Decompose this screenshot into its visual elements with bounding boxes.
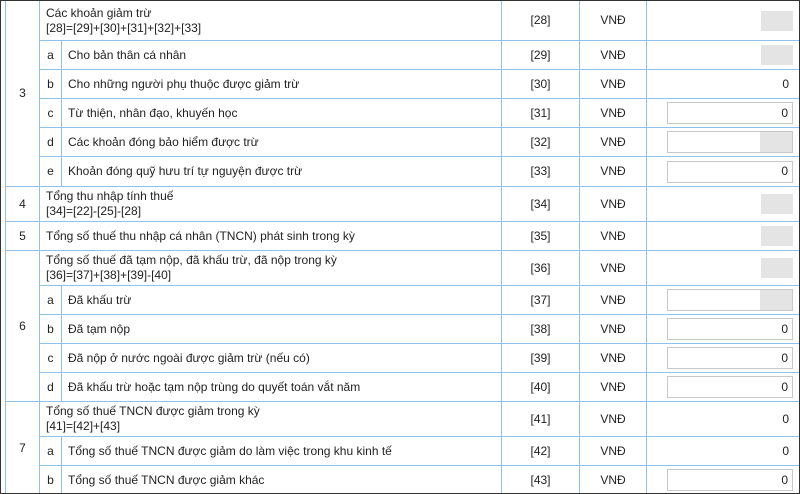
indicator-code: [42] xyxy=(502,437,580,466)
indicator-code: [29] xyxy=(502,41,580,70)
sub-index: d xyxy=(40,373,62,402)
item-label: Đã khấu trừ hoặc tạm nộp trùng do quyết toán vắt năm xyxy=(68,379,361,394)
value-text: 0 xyxy=(782,76,790,91)
item-label-cell xyxy=(40,402,502,437)
row-stt: 3 xyxy=(6,1,40,187)
table-row xyxy=(6,286,800,315)
value-text: 0 xyxy=(782,443,790,458)
unit-cell: VNĐ xyxy=(580,1,647,41)
item-label-cell xyxy=(62,99,502,128)
value-readonly xyxy=(667,225,793,247)
item-label-cell xyxy=(40,222,502,251)
unit-cell: VNĐ xyxy=(580,128,647,157)
table-row xyxy=(6,344,800,373)
table-row xyxy=(6,251,800,286)
value-cell xyxy=(647,1,800,41)
table-row xyxy=(6,437,800,466)
item-label-cell xyxy=(62,41,502,70)
item-formula: [28]=[29]+[30]+[31]+[32]+[33] xyxy=(46,20,202,35)
row-stt: 4 xyxy=(6,187,40,222)
value-readonly xyxy=(667,408,793,430)
value-cell xyxy=(647,70,800,99)
sub-index: d xyxy=(40,128,62,157)
item-label-cell xyxy=(40,251,502,286)
row-stt: 6 xyxy=(6,251,40,402)
item-label: Tổng thu nhập tính thuế xyxy=(46,189,174,203)
item-label: Đã khấu trừ xyxy=(68,292,132,307)
sub-index: c xyxy=(40,99,62,128)
item-label-cell xyxy=(62,70,502,99)
sub-index: a xyxy=(40,286,62,315)
sub-index: b xyxy=(40,315,62,344)
table-row xyxy=(6,99,800,128)
indicator-code: [40] xyxy=(502,373,580,402)
unit-cell: VNĐ xyxy=(580,402,647,437)
table-row xyxy=(6,157,800,187)
unit-cell: VNĐ xyxy=(580,437,647,466)
unit-cell: VNĐ xyxy=(580,222,647,251)
item-label: Tổng số thuế TNCN được giảm trong kỳ xyxy=(46,404,260,418)
item-label-cell xyxy=(62,466,502,494)
table-row xyxy=(6,402,800,437)
item-label: Tổng số thuế đã tạm nộp, đã khấu trừ, đã nộp trong kỳ xyxy=(46,253,337,267)
value-cell xyxy=(647,344,800,373)
unit-cell: VNĐ xyxy=(580,373,647,402)
item-label: Đã tạm nộp xyxy=(68,321,131,336)
value-cell xyxy=(647,466,800,494)
value-cell xyxy=(647,251,800,286)
item-label: Cho những người phụ thuộc được giảm trừ xyxy=(68,76,300,91)
sub-index: a xyxy=(40,437,62,466)
table-row xyxy=(6,373,800,402)
indicator-code: [41] xyxy=(502,402,580,437)
unit-cell: VNĐ xyxy=(580,99,647,128)
value-input[interactable] xyxy=(667,376,793,398)
tax-declaration-table xyxy=(5,0,800,494)
sub-index: b xyxy=(40,466,62,494)
unit-cell: VNĐ xyxy=(580,157,647,187)
value-input[interactable] xyxy=(667,131,793,153)
sub-index: e xyxy=(40,157,62,187)
item-label: Các khoản giảm trừ xyxy=(46,5,152,20)
value-readonly xyxy=(667,257,793,279)
item-label-cell xyxy=(62,315,502,344)
value-readonly xyxy=(667,10,793,32)
value-text: 0 xyxy=(781,379,789,394)
value-cell xyxy=(647,41,800,70)
value-readonly xyxy=(667,73,793,95)
value-cell xyxy=(647,437,800,466)
item-label: Đã nộp ở nước ngoài được giảm trừ (nếu có) xyxy=(68,350,310,365)
value-text: 0 xyxy=(781,105,789,120)
value-cell xyxy=(647,128,800,157)
value-cell xyxy=(647,373,800,402)
item-label-cell xyxy=(62,157,502,187)
value-readonly xyxy=(667,44,793,66)
indicator-code: [32] xyxy=(502,128,580,157)
item-label: Khoản đóng quỹ hưu trí tự nguyện được trừ xyxy=(68,164,303,178)
value-text: 0 xyxy=(781,321,789,336)
sub-index: c xyxy=(40,344,62,373)
value-input[interactable] xyxy=(667,318,793,340)
item-label-cell xyxy=(62,344,502,373)
item-formula: [36]=[37]+[38]+[39]-[40] xyxy=(46,268,172,282)
value-cell xyxy=(647,315,800,344)
indicator-code: [43] xyxy=(502,466,580,494)
redaction-mask xyxy=(760,290,792,310)
unit-cell: VNĐ xyxy=(580,251,647,286)
indicator-code: [35] xyxy=(502,222,580,251)
item-label-cell xyxy=(40,1,502,41)
value-cell xyxy=(647,286,800,315)
value-cell xyxy=(647,222,800,251)
value-readonly xyxy=(667,440,793,462)
indicator-code: [37] xyxy=(502,286,580,315)
row-stt: 7 xyxy=(6,402,40,494)
item-label: Từ thiện, nhân đạo, khuyến học xyxy=(68,105,238,120)
redaction-mask xyxy=(761,45,793,65)
indicator-code: [31] xyxy=(502,99,580,128)
indicator-code: [28] xyxy=(502,1,580,41)
item-label-cell xyxy=(62,286,502,315)
value-cell xyxy=(647,157,800,187)
table-row xyxy=(6,222,800,251)
indicator-code: [34] xyxy=(502,187,580,222)
row-stt: 5 xyxy=(6,222,40,251)
unit-cell: VNĐ xyxy=(580,187,647,222)
indicator-code: [36] xyxy=(502,251,580,286)
redaction-mask xyxy=(761,11,793,31)
redaction-mask xyxy=(761,226,793,246)
value-cell xyxy=(647,187,800,222)
item-label-cell xyxy=(62,128,502,157)
unit-cell: VNĐ xyxy=(580,286,647,315)
value-readonly xyxy=(667,193,793,215)
value-text: 0 xyxy=(781,472,789,487)
indicator-code: [38] xyxy=(502,315,580,344)
value-cell xyxy=(647,99,800,128)
redaction-mask xyxy=(761,258,793,278)
value-input[interactable] xyxy=(667,289,793,311)
item-label-cell xyxy=(62,373,502,402)
table-row xyxy=(6,315,800,344)
item-formula: [34]=[22]-[25]-[28] xyxy=(46,204,142,218)
table-row xyxy=(6,128,800,157)
table-row xyxy=(6,187,800,222)
value-input[interactable] xyxy=(667,102,793,124)
table-row xyxy=(6,1,800,41)
value-text: 0 xyxy=(781,164,789,178)
item-formula: [41]=[42]+[43] xyxy=(46,419,121,433)
item-label: Tổng số thuế TNCN được giảm do làm việc trong khu kinh tế xyxy=(68,443,392,458)
table-row xyxy=(6,41,800,70)
item-label-cell xyxy=(40,187,502,222)
unit-cell: VNĐ xyxy=(580,315,647,344)
value-text: 0 xyxy=(781,350,789,365)
unit-cell: VNĐ xyxy=(580,41,647,70)
redaction-mask xyxy=(761,194,793,214)
table-row xyxy=(6,70,800,99)
unit-cell: VNĐ xyxy=(580,344,647,373)
item-label: Tổng số thuế TNCN được giảm khác xyxy=(68,472,265,487)
sub-index: b xyxy=(40,70,62,99)
value-text: 0 xyxy=(782,411,790,426)
indicator-code: [39] xyxy=(502,344,580,373)
table-row xyxy=(6,466,800,494)
item-label-cell xyxy=(62,437,502,466)
indicator-code: [33] xyxy=(502,157,580,187)
value-input[interactable] xyxy=(667,347,793,369)
item-label: Tổng số thuế thu nhập cá nhân (TNCN) phát sinh trong kỳ xyxy=(46,228,355,243)
redaction-mask xyxy=(760,132,792,152)
unit-cell: VNĐ xyxy=(580,70,647,99)
item-label: Các khoản đóng bảo hiểm được trừ xyxy=(68,134,259,149)
value-input[interactable] xyxy=(667,469,793,491)
unit-cell: VNĐ xyxy=(580,466,647,494)
indicator-code: [30] xyxy=(502,70,580,99)
value-input[interactable] xyxy=(667,161,793,183)
sub-index: a xyxy=(40,41,62,70)
item-label: Cho bản thân cá nhân xyxy=(68,47,187,62)
value-cell xyxy=(647,402,800,437)
